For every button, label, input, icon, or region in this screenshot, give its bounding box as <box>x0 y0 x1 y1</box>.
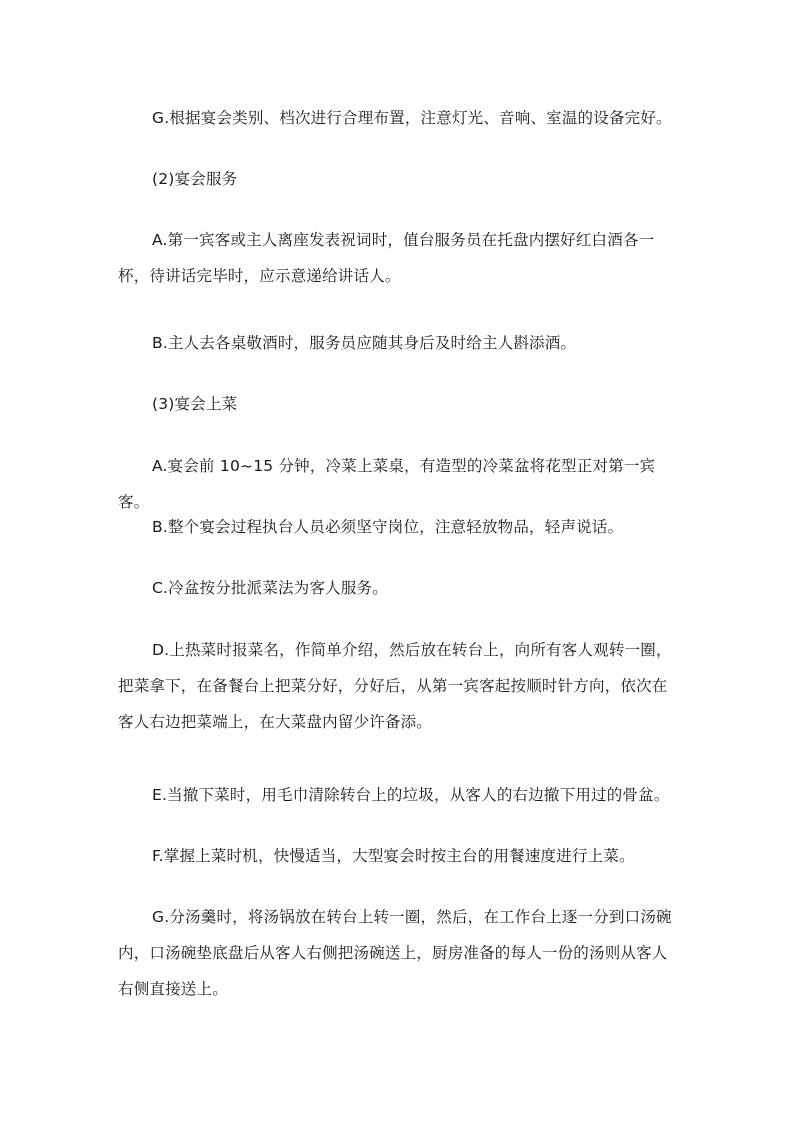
heading-serving-dishes: (3)宴会上菜 <box>152 395 238 413</box>
paragraph-g-layout: G.根据宴会类别、档次进行合理布置，注意灯光、音响、室温的设备完好。 <box>152 109 672 127</box>
paragraph-a-toast: A.第一宾客或主人离座发表祝词时，值台服务员在托盘内摆好红白酒各一杯，待讲话完毕时，应示意递给讲话人。 <box>118 231 655 285</box>
paragraph-a-cold-dishes: A.宴会前 10~15 分钟，冷菜上菜桌，有造型的冷菜盆将花型正对第一宾客。 <box>118 457 656 511</box>
paragraph-e-clearing: E.当撤下菜时，用毛巾清除转台上的垃圾，从客人的右边撤下用过的骨盆。 <box>152 786 670 804</box>
heading-banquet-service: (2)宴会服务 <box>152 170 238 188</box>
paragraph-g-soup: G.分汤羹时，将汤锅放在转台上转一圈，然后，在工作台上逐一分到口汤碗内，口汤碗垫底盘后从客人右侧把汤碗送上，厨房准备的每人一份的汤则从客人右侧直接送上。 <box>118 908 672 998</box>
paragraph-d-hot-dishes: D.上热菜时报菜名，作简单介绍，然后放在转台上，向所有客人观转一圈，把菜拿下，在备餐台上把菜分好，分好后，从第一宾客起按顺时针方向，依次在客人右边把菜端上，在大菜盘内留少许备添。 <box>118 641 672 731</box>
paragraph-c-cold-plate: C.冷盆按分批派菜法为客人服务。 <box>152 579 388 597</box>
paragraph-b-host-toast: B.主人去各桌敬酒时，服务员应随其身后及时给主人斟添酒。 <box>152 334 577 352</box>
paragraph-b-stay-at-post: B.整个宴会过程执台人员必须坚守岗位，注意轻放物品，轻声说话。 <box>152 518 624 536</box>
paragraph-f-timing: F.掌握上菜时机，快慢适当，大型宴会时按主台的用餐速度进行上菜。 <box>152 847 635 865</box>
